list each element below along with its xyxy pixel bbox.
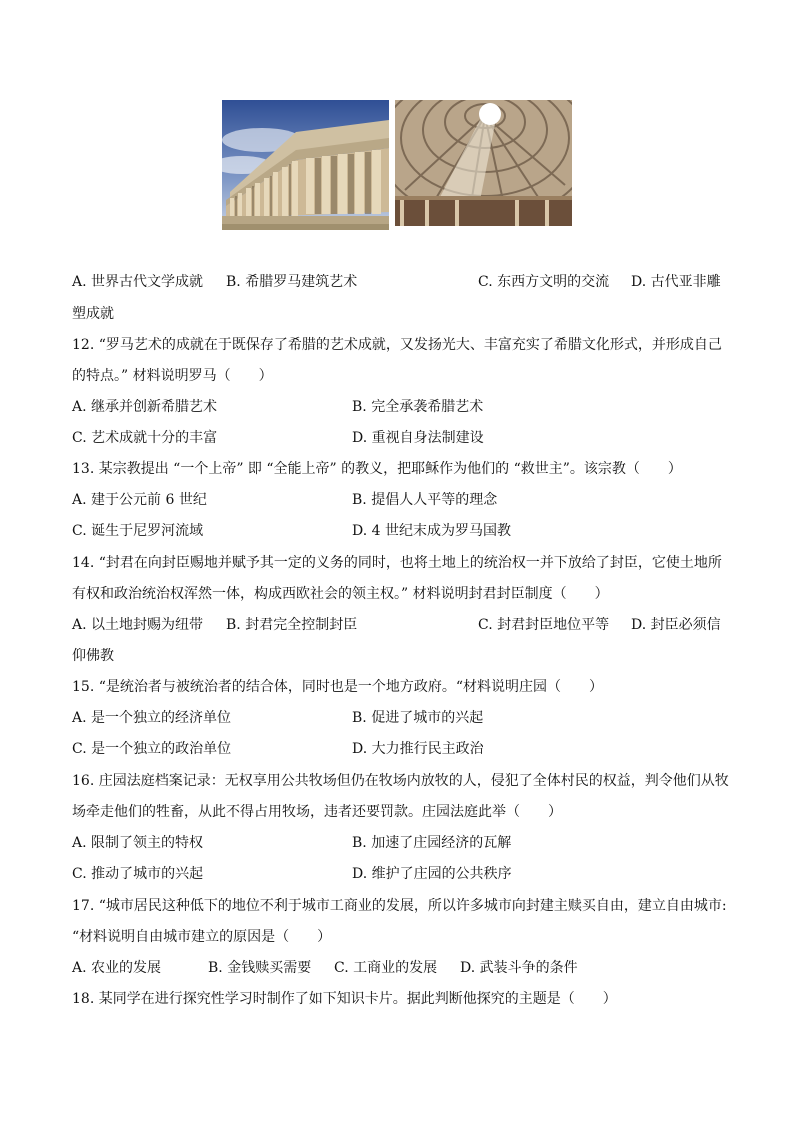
q15-option-c[interactable]: C. 是一个独立的政治单位 — [72, 741, 232, 757]
q16-option-d[interactable]: D. 维护了庄园的公共秩序 — [352, 866, 512, 882]
q13-option-a[interactable]: A. 建于公元前 6 世纪 — [72, 492, 207, 508]
image-row — [222, 100, 572, 230]
q12-option-a[interactable]: A. 继承并创新希腊艺术 — [72, 399, 218, 415]
q17-option-d[interactable]: D. 武装斗争的条件 — [460, 960, 578, 976]
q11-option-c[interactable]: C. 东西方文明的交流 — [478, 274, 610, 290]
q16-option-a[interactable]: A. 限制了领主的特权 — [72, 835, 204, 851]
q15-stem: 15. “是统治者与被统治者的结合体，同时也是一个地方政府。“材料说明庄园（ ） — [72, 679, 604, 695]
q17-option-b[interactable]: B. 金钱赎买需要 — [208, 960, 312, 976]
q15-option-b[interactable]: B. 促进了城市的兴起 — [352, 710, 484, 726]
q13-option-d[interactable]: D. 4 世纪末成为罗马国教 — [352, 523, 511, 539]
q11-option-a[interactable]: A. 世界古代文学成就 — [72, 274, 204, 290]
q16-stem-line1: 16. 庄园法庭档案记录：无权享用公共牧场但仍在牧场内放牧的人，侵犯了全体村民的权益，判令他们从牧 — [72, 773, 729, 789]
q14-option-c[interactable]: C. 封君封臣地位平等 — [478, 617, 610, 633]
pantheon-dome-photo — [395, 100, 572, 226]
q11-option-d-continued: 塑成就 — [72, 306, 114, 322]
q14-option-d-continued: 仰佛教 — [72, 648, 114, 664]
q18-stem: 18. 某同学在进行探究性学习时制作了如下知识卡片。据此判断他探究的主题是（ ） — [72, 991, 617, 1007]
q12-stem-line2: 的特点。” 材料说明罗马（ ） — [72, 368, 273, 384]
q12-option-b[interactable]: B. 完全承袭希腊艺术 — [352, 399, 484, 415]
q16-stem-line2: 场牵走他们的牲畜，从此不得占用牧场，违者还要罚款。庄园法庭此举（ ） — [72, 804, 562, 820]
q16-option-c[interactable]: C. 推动了城市的兴起 — [72, 866, 204, 882]
q14-stem-line1: 14. “封君在向封臣赐地并赋予其一定的义务的同时，也将土地上的统治权一并下放给了封臣，它使土地所 — [72, 555, 722, 571]
q14-option-a[interactable]: A. 以土地封赐为纽带 — [72, 617, 204, 633]
q11-option-b[interactable]: B. 希腊罗马建筑艺术 — [226, 274, 358, 290]
q12-option-d[interactable]: D. 重视自身法制建设 — [352, 430, 484, 446]
q13-option-c[interactable]: C. 诞生于尼罗河流域 — [72, 523, 204, 539]
q17-stem-line2: “材料说明自由城市建立的原因是（ ） — [72, 929, 332, 945]
q14-option-d[interactable]: D. 封臣必须信 — [631, 617, 721, 633]
q11-option-d[interactable]: D. 古代亚非雕 — [631, 274, 721, 290]
q17-stem-line1: 17. “城市居民这种低下的地位不利于城市工商业的发展，所以许多城市向封建主赎买自由，建立自由城市: — [72, 898, 727, 914]
q12-option-c[interactable]: C. 艺术成就十分的丰富 — [72, 430, 218, 446]
q16-option-b[interactable]: B. 加速了庄园经济的瓦解 — [352, 835, 512, 851]
q13-stem: 13. 某宗教提出 “一个上帝” 即 “全能上帝” 的教义，把耶稣作为他们的 “救世主”。该宗教（ ） — [72, 461, 682, 477]
q14-stem-line2: 有权和政治统治权浑然一体，构成西欧社会的领主权。” 材料说明封君封臣制度（ ） — [72, 586, 609, 602]
q15-option-d[interactable]: D. 大力推行民主政治 — [352, 741, 484, 757]
q12-stem-line1: 12. “罗马艺术的成就在于既保存了希腊的艺术成就，又发扬光大、丰富充实了希腊文化形式，并形成自己 — [72, 337, 722, 353]
parthenon-temple-photo — [222, 100, 389, 230]
q17-option-c[interactable]: C. 工商业的发展 — [334, 960, 438, 976]
q15-option-a[interactable]: A. 是一个独立的经济单位 — [72, 710, 232, 726]
q17-option-a[interactable]: A. 农业的发展 — [72, 960, 162, 976]
q13-option-b[interactable]: B. 提倡人人平等的理念 — [352, 492, 498, 508]
q14-option-b[interactable]: B. 封君完全控制封臣 — [226, 617, 358, 633]
